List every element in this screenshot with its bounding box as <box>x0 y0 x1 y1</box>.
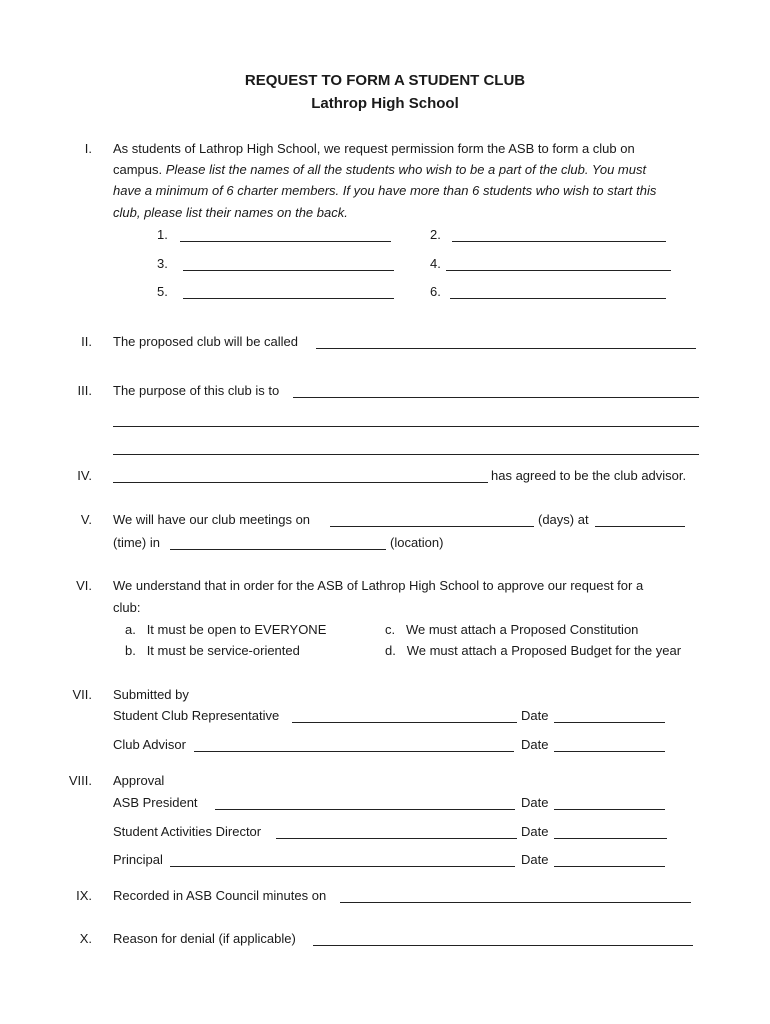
section-1-instruction: Please list the names of all the students who wish to be a part of the club. You must <box>165 162 647 177</box>
purpose-field-1[interactable] <box>293 397 699 398</box>
requirement-text: It must be service-oriented <box>146 643 300 658</box>
club-name-field[interactable] <box>316 348 696 349</box>
member-label-3: 3. <box>157 256 168 271</box>
activities-director-date-label: Date <box>521 824 549 839</box>
requirement-letter: b. <box>125 643 136 658</box>
member-field-3[interactable] <box>183 270 394 271</box>
member-field-1[interactable] <box>180 241 391 242</box>
section-1-text-line-1: As students of Lathrop High School, we request permission form the ASB to form a club on <box>113 141 635 156</box>
requirements-text-line-1: We understand that in order for the ASB of Lathrop High School to approve our request for a <box>113 578 644 593</box>
member-label-4: 4. <box>430 256 441 271</box>
asb-president-date-label: Date <box>521 795 549 810</box>
section-number-8: VIII. <box>68 773 92 788</box>
principal-date-field[interactable] <box>554 866 665 867</box>
purpose-field-2[interactable] <box>113 426 699 427</box>
school-name: Lathrop High School <box>311 95 459 112</box>
meeting-time-field[interactable] <box>595 526 685 527</box>
purpose-label: The purpose of this club is to <box>113 383 280 398</box>
principal-signature-field[interactable] <box>170 866 515 867</box>
requirement-item-d <box>385 643 681 658</box>
council-minutes-field[interactable] <box>340 902 691 903</box>
approval-heading: Approval <box>113 773 165 788</box>
section-number-7: VII. <box>72 687 92 702</box>
activities-director-label: Student Activities Director <box>113 824 262 839</box>
section-number-5: V. <box>80 512 92 527</box>
activities-director-date-field[interactable] <box>554 838 667 839</box>
location-suffix: (location) <box>390 535 444 550</box>
meeting-location-label: (time) in <box>113 535 160 550</box>
meeting-location-field[interactable] <box>170 549 386 550</box>
requirements-text-line-2: club: <box>113 600 141 615</box>
section-1-text-line-4: club, please list their names on the back. <box>113 205 348 220</box>
section-1-text-line-3: have a minimum of 6 charter members. If you have more than 6 students who wish to start this <box>113 183 657 198</box>
council-minutes-label: Recorded in ASB Council minutes on <box>113 888 327 903</box>
section-number-6: VI. <box>76 578 92 593</box>
submitted-by-heading: Submitted by <box>113 687 189 702</box>
section-number-9: IX. <box>76 888 92 903</box>
asb-president-label: ASB President <box>113 795 198 810</box>
representative-signature-field[interactable] <box>292 722 517 723</box>
purpose-field-3[interactable] <box>113 454 699 455</box>
principal-date-label: Date <box>521 852 549 867</box>
requirement-item-a <box>125 622 326 637</box>
denial-reason-label: Reason for denial (if applicable) <box>113 931 296 946</box>
member-field-2[interactable] <box>452 241 666 242</box>
club-advisor-signature-field[interactable] <box>194 751 514 752</box>
member-field-5[interactable] <box>183 298 394 299</box>
club-advisor-label: Club Advisor <box>113 737 186 752</box>
requirement-letter: a. <box>125 622 136 637</box>
section-number-3: III. <box>77 383 92 398</box>
activities-director-signature-field[interactable] <box>276 838 517 839</box>
member-field-4[interactable] <box>446 270 671 271</box>
requirement-text: We must attach a Proposed Constitution <box>405 622 639 637</box>
meeting-days-label: We will have our club meetings on <box>113 512 311 527</box>
requirement-text: We must attach a Proposed Budget for the year <box>406 643 682 658</box>
section-number-2: II. <box>81 334 92 349</box>
requirement-item-c <box>385 622 638 637</box>
member-field-6[interactable] <box>450 298 666 299</box>
member-label-6: 6. <box>430 284 441 299</box>
requirement-letter: c. <box>385 622 396 637</box>
club-name-label: The proposed club will be called <box>113 334 298 349</box>
section-1-text-campus: campus. <box>113 162 163 177</box>
advisor-agreement-text: has agreed to be the club advisor. <box>491 468 687 483</box>
advisor-name-field[interactable] <box>113 482 488 483</box>
member-label-2: 2. <box>430 227 441 242</box>
requirement-item-b <box>125 643 300 658</box>
section-1-text-line-2 <box>113 162 646 177</box>
meeting-time-label: (days) at <box>538 512 589 527</box>
representative-label: Student Club Representative <box>113 708 280 723</box>
section-number-10: X. <box>79 931 92 946</box>
denial-reason-field[interactable] <box>313 945 693 946</box>
requirement-text: It must be open to EVERYONE <box>146 622 327 637</box>
member-label-1: 1. <box>157 227 168 242</box>
meeting-days-field[interactable] <box>330 526 534 527</box>
principal-label: Principal <box>113 852 163 867</box>
section-number-4: IV. <box>77 468 92 483</box>
club-advisor-date-field[interactable] <box>554 751 665 752</box>
member-label-5: 5. <box>157 284 168 299</box>
asb-president-date-field[interactable] <box>554 809 665 810</box>
club-advisor-date-label: Date <box>521 737 549 752</box>
representative-date-field[interactable] <box>554 722 665 723</box>
representative-date-label: Date <box>521 708 549 723</box>
section-number-1: I. <box>84 141 92 156</box>
requirement-letter: d. <box>385 643 396 658</box>
asb-president-signature-field[interactable] <box>215 809 515 810</box>
form-title: REQUEST TO FORM A STUDENT CLUB <box>244 72 526 89</box>
